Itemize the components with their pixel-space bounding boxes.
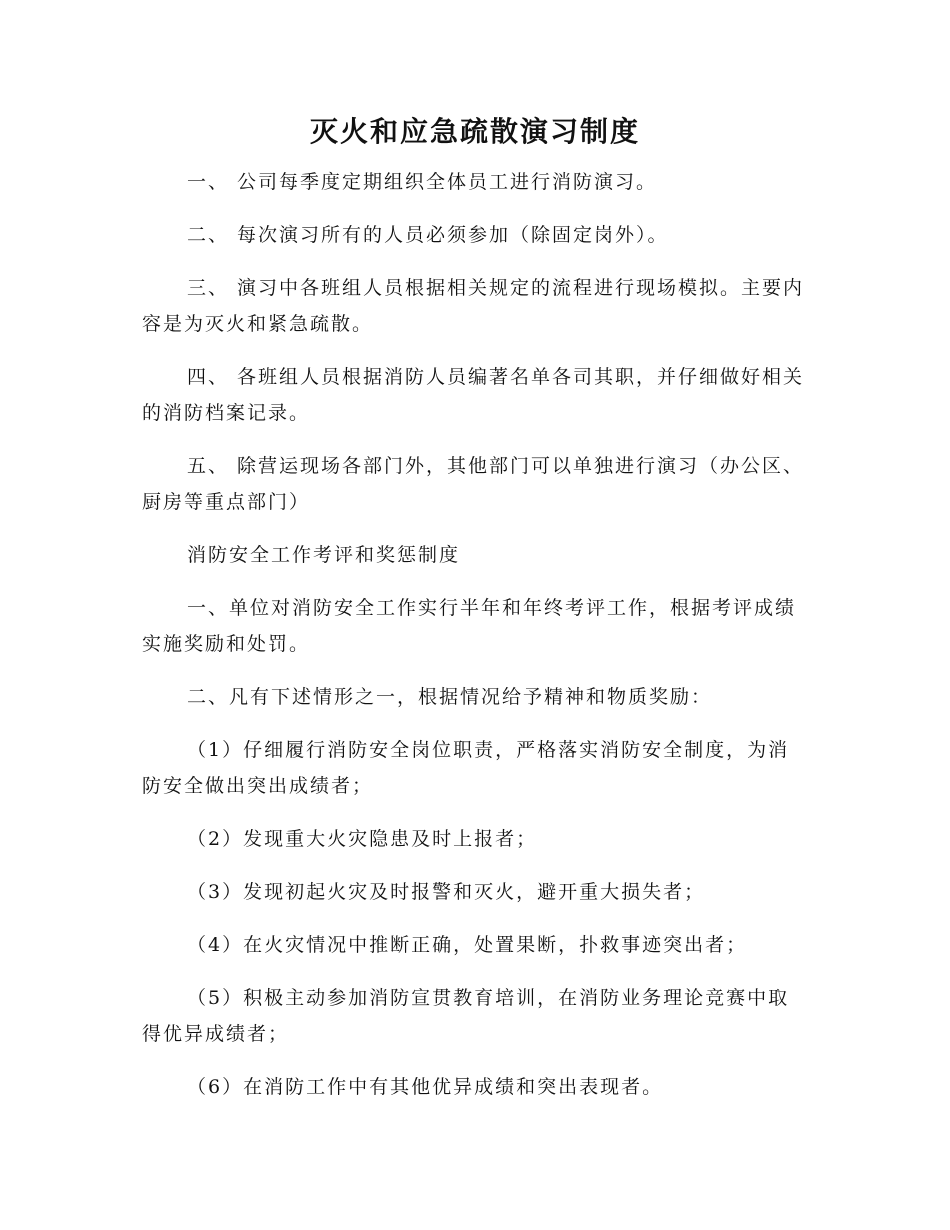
section-heading: 消防安全工作考评和奖惩制度 — [187, 544, 461, 566]
paragraph-8: 二、凡有下述情形之一，根据情况给予精神和物质奖励： — [187, 686, 713, 708]
paragraph-1: 一、 公司每季度定期组织全体员工进行消防演习。 — [187, 171, 658, 193]
list-item-2: （2）发现重大火灾隐患及时上报者； — [187, 828, 538, 850]
paragraph-4: 四、 各班组人员根据消防人员编著名单各司其职，并仔细做好相关的消防档案记录。 — [142, 366, 805, 424]
list-item-6: （6）在消防工作中有其他优异成绩和突出表现者。 — [187, 1076, 664, 1098]
list-item-1: （1）仔细履行消防安全岗位职责，严格落实消防安全制度，为消防安全做出突出成绩者； — [142, 739, 790, 797]
list-item-3: （3）发现初起火灾及时报警和灭火，避开重大损失者； — [187, 881, 706, 903]
document-body — [142, 164, 808, 1122]
list-item-5: （5）积极主动参加消防宣贯教育培训，在消防业务理论竞赛中取得优异成绩者； — [142, 987, 790, 1045]
paragraph-7: 一、单位对消防安全工作实行半年和年终考评工作，根据考评成绩实施奖励和处罚。 — [142, 597, 797, 655]
paragraph-3: 三、 演习中各班组人员根据相关规定的流程进行现场模拟。主要内容是为灭火和紧急疏散。 — [142, 277, 805, 335]
paragraph-2: 二、 每次演习所有的人员必须参加（除固定岗外）。 — [187, 224, 669, 246]
list-item-4: （4）在火灾情况中推断正确，处置果断，扑救事迹突出者； — [187, 934, 748, 956]
paragraph-5: 五、 除营运现场各部门外，其他部门可以单独进行演习（办公区、厨房等重点部门） — [142, 455, 805, 513]
document-title: 灭火和应急疏散演习制度 — [309, 115, 640, 148]
